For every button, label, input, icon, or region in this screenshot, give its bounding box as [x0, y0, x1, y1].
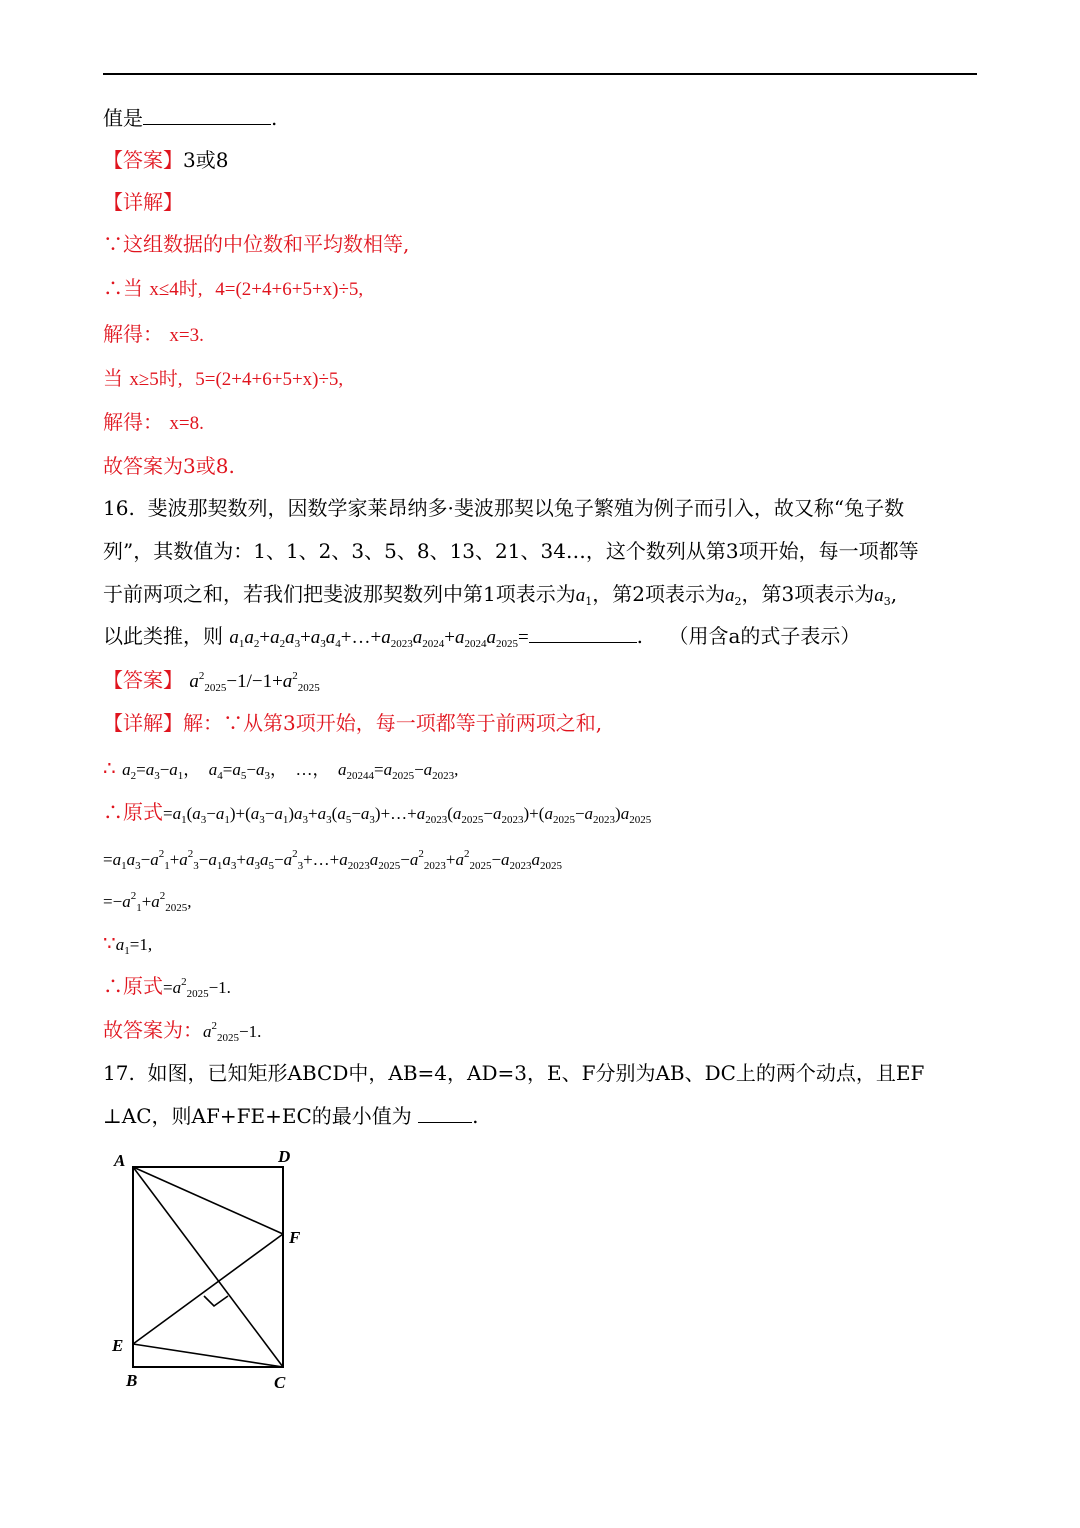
q16-step-4: $=-a^2_1+a^2_{2025}$, [103, 890, 192, 914]
header-rule [103, 73, 977, 75]
q16-answer-line: 【答案】 $a^2_{2025}-1/-1+a^2_{2025}$ [103, 668, 320, 694]
label-b: B [126, 1371, 138, 1390]
label-d: D [278, 1147, 291, 1166]
q15-answer-line [103, 146, 228, 174]
segment-ef [133, 1234, 283, 1344]
q16-line-4: 以此类推，则 $a_1a_2+a_2a_3+a_3a_4+\dots+a_{2023}a_{2024}+a_{2024}a_{2025}=$ . （用含a的式子表示） [103, 624, 861, 650]
right-angle-mark [204, 1296, 228, 1306]
q15-step-2: ∴当 x≤4时, 4=(2+4+6+5+x)÷5, [103, 276, 364, 300]
segment-af [133, 1167, 283, 1234]
answer-label: 【答案】 [103, 148, 183, 172]
q16-conclusion: 故答案为：$a^2_{2025}-1$. [103, 1018, 262, 1044]
q16-line-3: 于前两项之和，若我们把斐波那契数列中第1项表示为$a_1$，第2项表示为$a_2$，第3项表示为$a_3$, [103, 582, 898, 608]
diagonal-ac [133, 1167, 283, 1367]
answer-blank [143, 106, 271, 125]
q15-detail-label: 【详解】 [103, 190, 183, 214]
q15-step-1: ∵这组数据的中位数和平均数相等, [103, 232, 410, 256]
label-a: A [114, 1151, 126, 1170]
answer-blank [418, 1104, 472, 1123]
answer-blank [529, 624, 637, 643]
answer-value: 3或8 [183, 148, 229, 172]
question-number: 16. [103, 496, 135, 520]
q17-line-1: 17. 如图，已知矩形ABCD中，AB=4，AD=3，E、F分别为AB、DC上的两个动点，且EF [103, 1061, 925, 1085]
rectangle-figure [100, 1140, 330, 1400]
q16-step-5: $\because a_1=1$, [103, 931, 153, 957]
label-c: C [274, 1373, 286, 1392]
q15-tail-line: 值是 . [103, 106, 278, 130]
q16-line-1: 16. 斐波那契数列，因数学家莱昂纳多·斐波那契以兔子繁殖为例子而引入，故又称“兔子数 [103, 496, 905, 520]
q16-step-6: ∴原式$=a^2_{2025}-1$. [103, 974, 231, 1000]
label-f: F [289, 1228, 301, 1247]
q16-step-2: ∴原式$=a_1(a_3-a_1)+(a_3-a_1)a_3+a_3(a_5-a_3)+\dots+a_{2023}(a_{2025}-a_{2023})+(a_{2025}-a_{2023})a_{2025}$ [103, 800, 652, 826]
q16-line-2: 列”，其数值为：1、1、2、3、5、8、13、21、34…，这个数列从第3项开始，每一项都等 [103, 539, 919, 563]
q15-step-5: 解得： x=8. [103, 410, 204, 434]
q15-conclusion: 故答案为3或8. [103, 454, 235, 478]
label-e: E [112, 1336, 124, 1355]
question-number: 17. [103, 1061, 135, 1085]
q16-step-3: $=a_1a_3-a^2_1+a^2_3-a_1a_3+a_3a_5-a^2_3+\dots+a_{2023}a_{2025}-a^2_{2023}+a^2_{2025}-a_{2023}a_{2025}$ [103, 848, 563, 872]
q15-step-4: 当 x≥5时, 5=(2+4+6+5+x)÷5, [103, 366, 344, 390]
q16-detail-line: 【详解】解：∵从第3项开始，每一项都等于前两项之和, [103, 711, 603, 735]
q16-step-1: ∴ $a_2=a_3-a_1$， $a_4=a_5-a_3$， …， $a_{20244}=a_{2025}-a_{2023}$, [103, 756, 459, 782]
q15-step-3: 解得： x=3. [103, 322, 204, 346]
segment-ec [133, 1344, 283, 1367]
q17-line-2: ⊥AC，则AF+FE+EC的最小值为 . [103, 1104, 479, 1128]
